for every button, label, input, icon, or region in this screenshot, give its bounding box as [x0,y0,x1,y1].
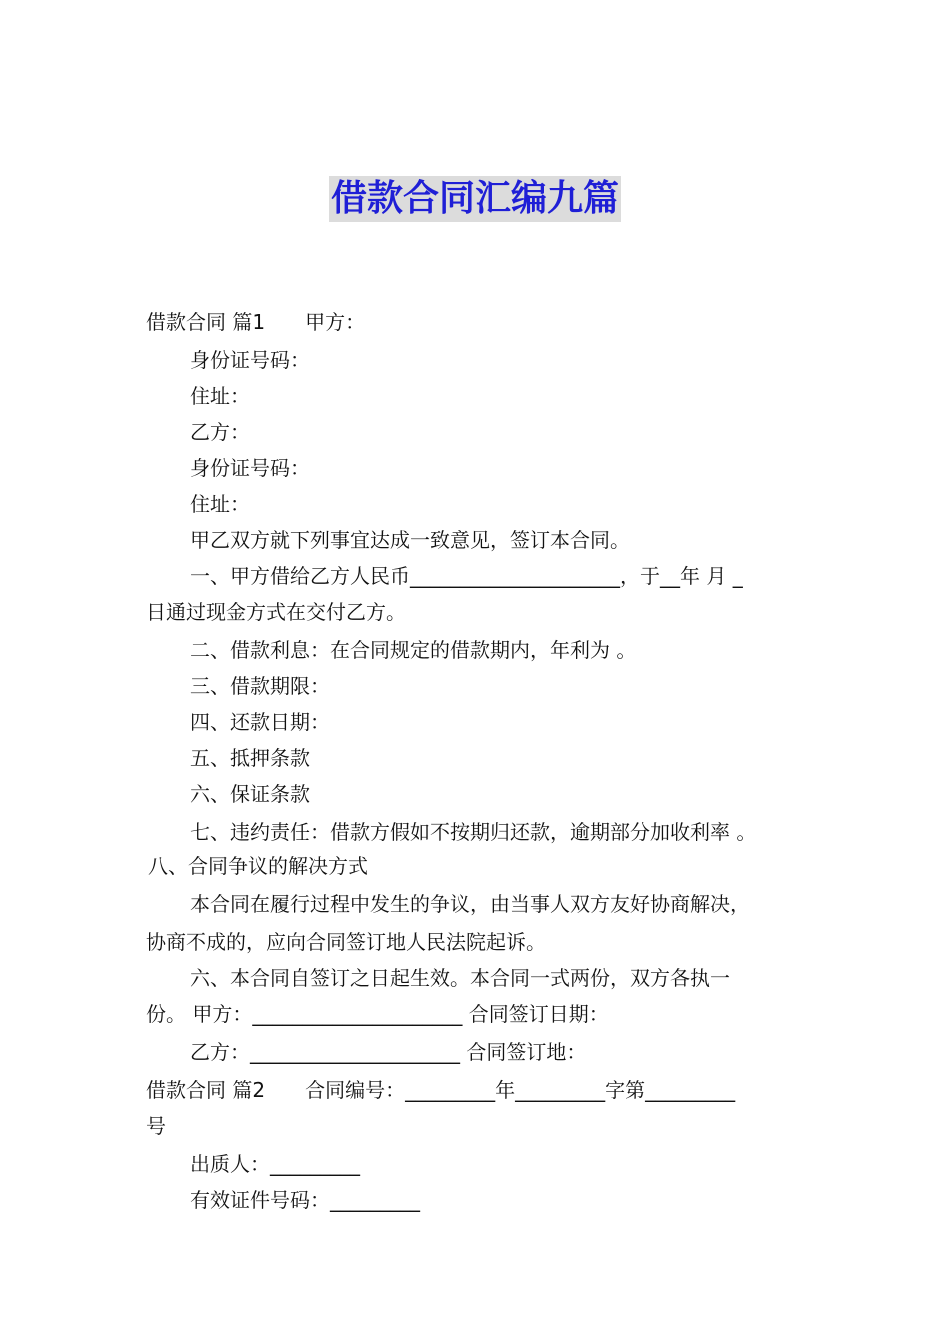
party-a-id-line: 身份证号码： [190,348,310,372]
agreement-intro: 甲乙双方就下列事宜达成一致意见，签订本合同。 [190,528,630,552]
party-b-line: 乙方： [190,420,250,444]
clause-3: 三、借款期限： [190,674,330,698]
pledgor-line: 出质人：_________ [190,1152,360,1176]
party-a-address-line: 住址： [190,384,250,408]
clause-7: 七、违约责任：借款方假如不按期归还款，逾期部分加收利率 。 [190,820,757,844]
party-b-id-line: 身份证号码： [190,456,310,480]
clause-2: 二、借款利息：在合同规定的借款期内，年利为 。 [190,638,637,662]
party-b-address-line: 住址： [190,492,250,516]
dispute-para-cont: 协商不成的，应向合同签订地人民法院起诉。 [146,930,546,954]
section-heading-1: 借款合同 篇1 甲方： [146,310,366,334]
document-title: 借款合同汇编九篇 [329,176,621,222]
section-heading-2-cont: 号 [146,1114,166,1138]
clause-4: 四、还款日期： [190,710,330,734]
effective-clause: 六、本合同自签订之日起生效。本合同一式两份，双方各执一 [190,966,730,990]
section-heading-2: 借款合同 篇2 合同编号：_________年_________字第_________ [146,1078,736,1102]
clause-1-cont: 日通过现金方式在交付乙方。 [146,600,406,624]
party-a-signature-line: 份。 甲方：_____________________ 合同签订日期： [146,1002,609,1026]
dispute-para: 本合同在履行过程中发生的争议，由当事人双方友好协商解决， [190,892,750,916]
valid-id-line: 有效证件号码：_________ [190,1188,420,1212]
party-b-signature-line: 乙方：_____________________ 合同签订地： [190,1040,587,1064]
document-title-wrap [0,176,950,222]
clause-5: 五、抵押条款 [190,746,310,770]
clause-8: 八、合同争议的解决方式 [148,854,368,878]
clause-1: 一、甲方借给乙方人民币_____________________，于__年 月 _ [190,564,743,588]
clause-6: 六、保证条款 [190,782,310,806]
